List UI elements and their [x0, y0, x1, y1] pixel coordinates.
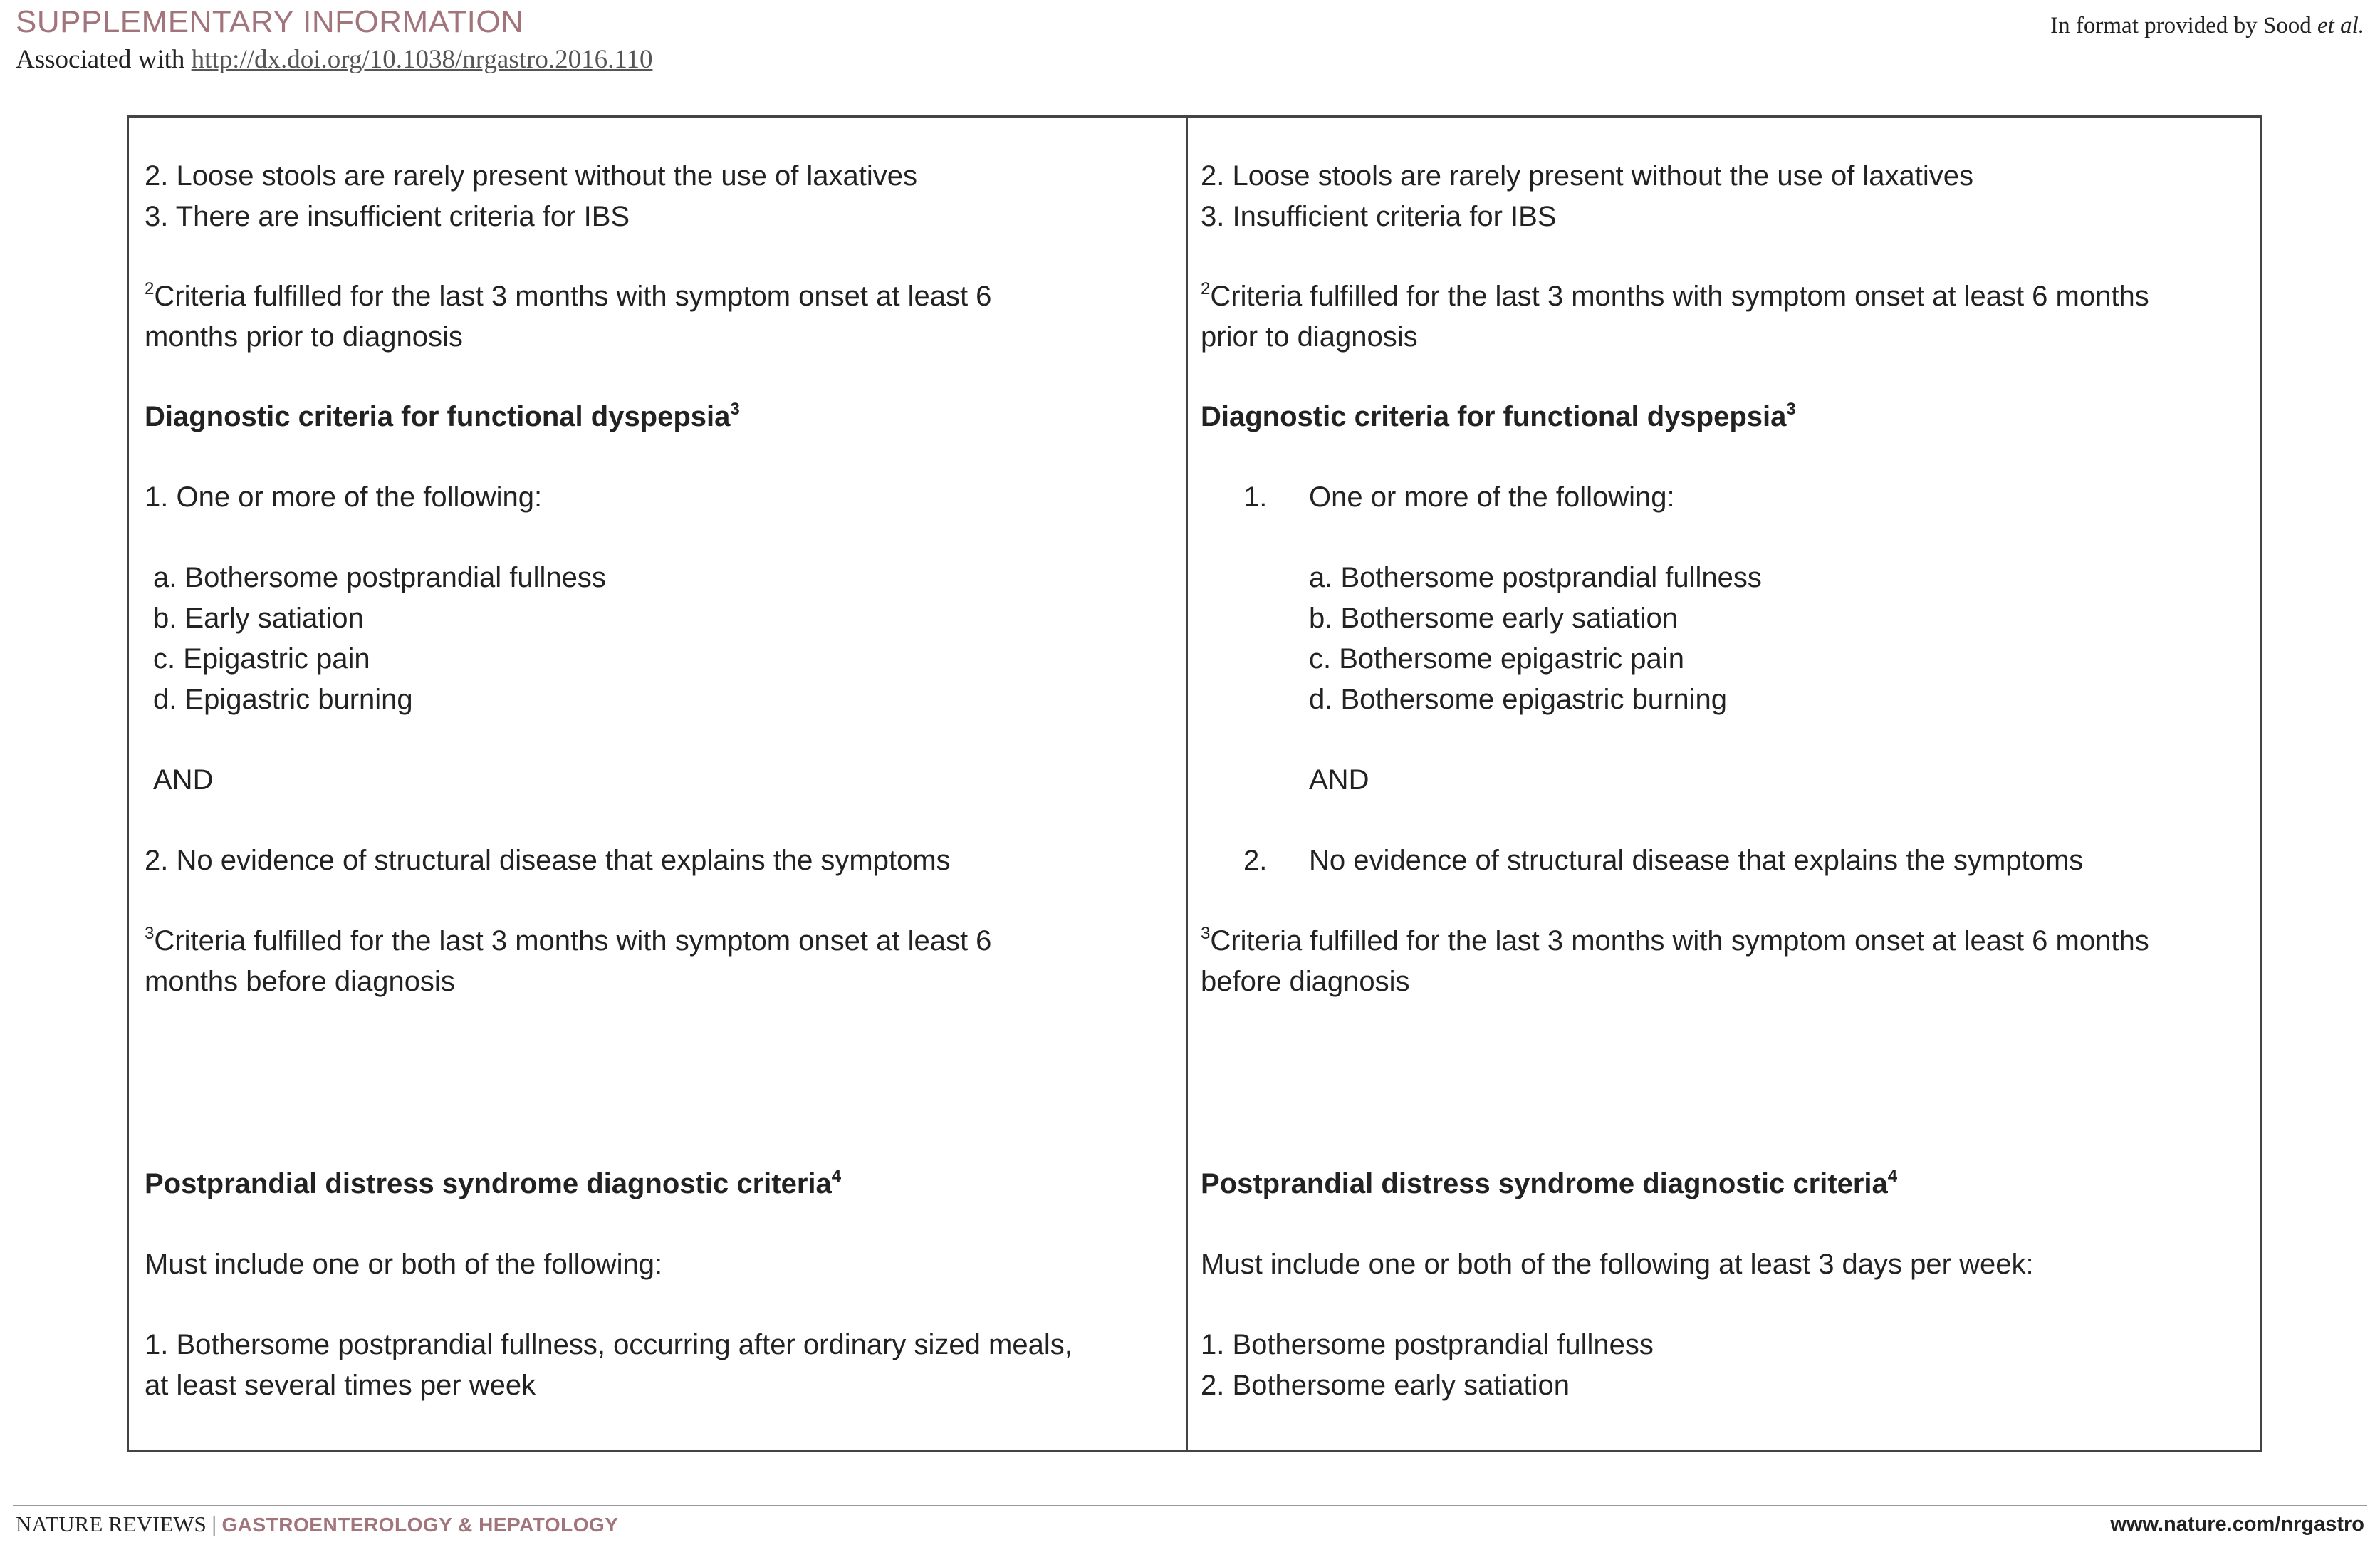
left-footnote-2-line1: [145, 281, 991, 313]
left-fd-heading: [145, 401, 740, 433]
format-note-text: In format provided by Sood: [2050, 13, 2318, 38]
footer-rule: [13, 1505, 2367, 1506]
right-pds-heading-text: Postprandial distress syndrome diagnostic criteria: [1201, 1168, 1888, 1199]
right-sub-c: c. Bothersome epigastric pain: [1309, 643, 1684, 675]
left-pds-heading: [145, 1168, 841, 1200]
left-footnote-3-line2: months before diagnosis: [145, 966, 455, 997]
right-must-include: Must include one or both of the following at least 3 days per week:: [1201, 1249, 2034, 1280]
right-item-1-text: One or more of the following:: [1309, 481, 1675, 513]
left-fn3-text: Criteria fulfilled for the last 3 months with symptom onset at least 6: [154, 925, 992, 957]
supplementary-title: SUPPLEMENTARY INFORMATION: [16, 4, 524, 39]
left-column: [129, 118, 1186, 1450]
right-item-2-number: 2.: [1243, 845, 1268, 876]
right-footnote-2-line1: [1201, 281, 2149, 313]
right-sub-b: b. Bothersome early satiation: [1309, 603, 1679, 634]
left-and: AND: [153, 764, 214, 796]
journal-section: GASTROENTEROLOGY & HEPATOLOGY: [221, 1514, 619, 1536]
left-fn2-text: Criteria fulfilled for the last 3 months with symptom onset at least 6: [154, 281, 992, 312]
right-footnote-2-line2: prior to diagnosis: [1201, 321, 1418, 353]
left-pds-sup: 4: [831, 1167, 842, 1186]
format-note-etal: et al.: [2317, 13, 2364, 38]
footer-journal: [16, 1511, 618, 1537]
journal-name: NATURE REVIEWS: [16, 1511, 207, 1536]
right-pds-2: 2. Bothersome early satiation: [1201, 1370, 1570, 1401]
right-sub-d: d. Bothersome epigastric burning: [1309, 684, 1727, 715]
left-sub-b: b. Early satiation: [153, 603, 364, 634]
right-fd-heading: [1201, 401, 1796, 433]
right-footnote-3-line1: [1201, 925, 2149, 957]
right-fn3-text: Criteria fulfilled for the last 3 months with symptom onset at least 6 months: [1210, 925, 2149, 957]
footer-url[interactable]: www.nature.com/nrgastro: [2110, 1513, 2364, 1536]
right-fn3-sup: 3: [1201, 924, 1211, 943]
associated-prefix: Associated with: [16, 45, 192, 74]
right-pds-sup: 4: [1887, 1167, 1898, 1186]
left-fd-sup: 3: [730, 400, 740, 419]
right-item-1-number: 1.: [1243, 481, 1268, 513]
right-loose-stools: 2. Loose stools are rarely present without the use of laxatives: [1201, 160, 1974, 192]
left-sub-d: d. Epigastric burning: [153, 684, 413, 715]
left-item-1: 1. One or more of the following:: [145, 481, 543, 513]
left-pds-1-line2: at least several times per week: [145, 1370, 536, 1401]
right-footnote-3-line2: before diagnosis: [1201, 966, 1410, 997]
right-pds-heading: [1201, 1168, 1897, 1200]
right-and: AND: [1309, 764, 1369, 796]
right-pds-1: 1. Bothersome postprandial fullness: [1201, 1329, 1654, 1360]
right-column: [1188, 118, 2260, 1450]
right-fd-sup: 3: [1786, 400, 1796, 419]
journal-separator: |: [212, 1511, 216, 1536]
format-note: [2050, 13, 2364, 39]
left-footnote-2-line2: months prior to diagnosis: [145, 321, 463, 353]
left-pds-heading-text: Postprandial distress syndrome diagnostic criteria: [145, 1168, 832, 1199]
right-ibs: 3. Insufficient criteria for IBS: [1201, 201, 1557, 232]
right-fn2-text: Criteria fulfilled for the last 3 months with symptom onset at least 6 months: [1210, 281, 2149, 312]
left-pds-1-line1: 1. Bothersome postprandial fullness, occurring after ordinary sized meals,: [145, 1329, 1072, 1360]
left-sub-c: c. Epigastric pain: [153, 643, 370, 675]
associated-line: [16, 44, 652, 75]
left-footnote-3-line1: [145, 925, 991, 957]
left-loose-stools: 2. Loose stools are rarely present without the use of laxatives: [145, 160, 918, 192]
left-fn3-sup: 3: [145, 924, 155, 943]
left-ibs: 3. There are insufficient criteria for IBS: [145, 201, 630, 232]
right-fn2-sup: 2: [1201, 279, 1211, 298]
left-fn2-sup: 2: [145, 279, 155, 298]
left-item-2: 2. No evidence of structural disease that explains the symptoms: [145, 845, 951, 876]
right-sub-a: a. Bothersome postprandial fullness: [1309, 562, 1762, 593]
doi-link[interactable]: http://dx.doi.org/10.1038/nrgastro.2016.110: [191, 45, 653, 74]
left-fd-heading-text: Diagnostic criteria for functional dyspepsia: [145, 401, 731, 432]
right-fd-heading-text: Diagnostic criteria for functional dyspepsia: [1201, 401, 1787, 432]
right-item-2-text: No evidence of structural disease that explains the symptoms: [1309, 845, 2084, 876]
comparison-table: [127, 115, 2262, 1452]
left-sub-a: a. Bothersome postprandial fullness: [153, 562, 606, 593]
left-must-include: Must include one or both of the following:: [145, 1249, 663, 1280]
